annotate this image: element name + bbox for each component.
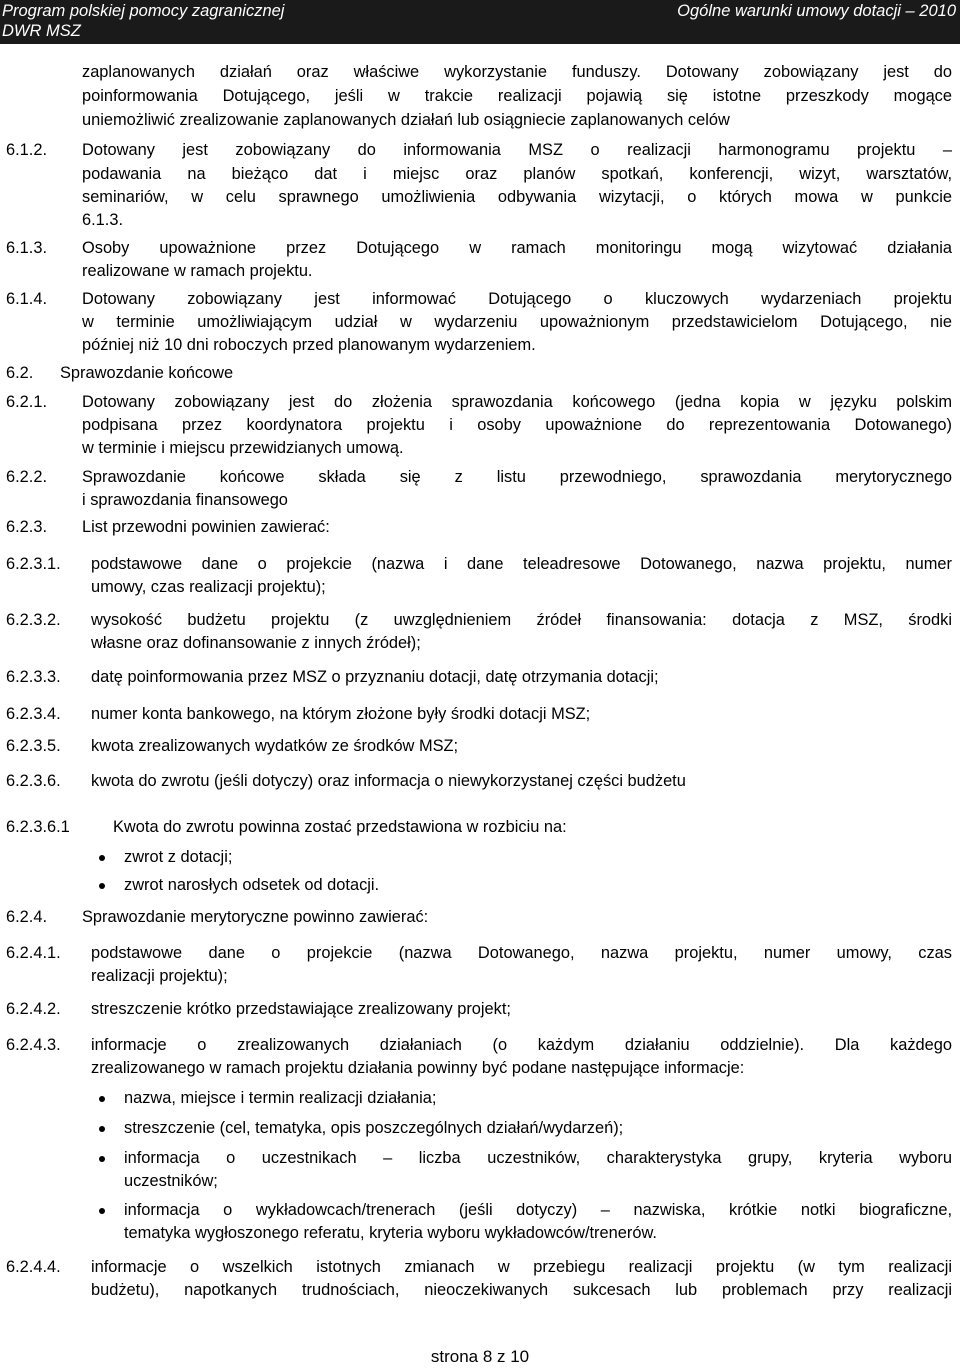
intro-line: zaplanowanych działań oraz właściwe wykorzystanie funduszy. Dotowany zobowiązany jest do <box>82 63 952 81</box>
paragraph-line: zrealizowanego w ramach projektu działania powinny być podane następujące informacje: <box>91 1059 745 1077</box>
paragraph-line: Dotowany zobowiązany jest do złożenia sprawozdania końcowego (jedna kopia w języku polskim <box>82 393 952 411</box>
bullet-marker <box>99 1156 105 1162</box>
paragraph-line: wysokość budżetu projektu (z uwzględnieniem źródeł finansowania: dotacja z MSZ, środki <box>91 611 952 629</box>
section-number: 6.2.4.3. <box>6 1036 61 1054</box>
bullet-item: tematyka wygłoszonego referatu, kryteria wyboru wykładowców/trenerów. <box>124 1224 657 1242</box>
paragraph-line: 6.1.3. <box>82 211 124 229</box>
header-document-title: Ogólne warunki umowy dotacji – 2010 <box>677 2 956 20</box>
section-number: 6.1.2. <box>6 141 48 159</box>
paragraph-line: własne oraz dofinansowanie z innych źródeł); <box>91 634 421 652</box>
bullet-marker <box>99 1126 105 1132</box>
paragraph-line: Sprawozdanie końcowe składa się z listu przewodniego, sprawozdania merytorycznego <box>82 468 952 486</box>
section-number: 6.2. <box>6 364 34 382</box>
section-number: 6.2.3.1. <box>6 555 61 573</box>
section-number: 6.1.4. <box>6 290 48 308</box>
bullet-marker <box>99 855 105 861</box>
bullet-marker <box>99 1096 105 1102</box>
bullet-item: zwrot narosłych odsetek od dotacji. <box>124 876 380 894</box>
paragraph-line: podstawowe dane o projekcie (nazwa Dotowanego, nazwa projektu, numer umowy, czas <box>91 944 952 962</box>
section-number: 6.2.3.6.1 <box>6 818 70 836</box>
section-number: 6.2.3.3. <box>6 668 61 686</box>
section-number: 6.1.3. <box>6 239 48 257</box>
section-number: 6.2.3.5. <box>6 737 61 755</box>
section-number: 6.2.3.2. <box>6 611 61 629</box>
section-number: 6.2.3.4. <box>6 705 61 723</box>
page-header <box>0 0 960 44</box>
section-number: 6.2.3.6. <box>6 772 61 790</box>
paragraph-line: w terminie i miejscu przewidzianych umową. <box>82 439 404 457</box>
paragraph-line: realizowane w ramach projektu. <box>82 262 313 280</box>
paragraph-line: kwota zrealizowanych wydatków ze środków MSZ; <box>91 737 459 755</box>
section-number: 6.2.2. <box>6 468 48 486</box>
paragraph-line: Dotowany zobowiązany jest informować Dotującego o kluczowych wydarzeniach projektu <box>82 290 952 308</box>
paragraph-line: Osoby upoważnione przez Dotującego w ramach monitoringu mogą wizytować działania <box>82 239 952 257</box>
paragraph-line: informacje o wszelkich istotnych zmianach w przebiegu realizacji projektu (w tym realizacji <box>91 1258 952 1276</box>
section-heading: Sprawozdanie merytoryczne powinno zawierać: <box>82 908 429 926</box>
section-number: 6.2.4. <box>6 908 48 926</box>
section-heading: List przewodni powinien zawierać: <box>82 518 330 536</box>
bullet-item: nazwa, miejsce i termin realizacji działania; <box>124 1089 437 1107</box>
paragraph-line: podpisana przez koordynatora projektu i osoby upoważnione do reprezentowania Dotowanego) <box>82 416 952 434</box>
bullet-marker <box>99 883 105 889</box>
paragraph-line: kwota do zwrotu (jeśli dotyczy) oraz informacja o niewykorzystanej części budżetu <box>91 772 686 790</box>
paragraph-line: realizacji projektu); <box>91 967 228 985</box>
section-number: 6.2.4.4. <box>6 1258 61 1276</box>
bullet-marker <box>99 1208 105 1214</box>
paragraph-line: informacje o zrealizowanych działaniach (o każdym działaniu oddzielnie). Dla każdego <box>91 1036 952 1054</box>
section-number: 6.2.4.2. <box>6 1000 61 1018</box>
paragraph-line: datę poinformowania przez MSZ o przyznaniu dotacji, datę otrzymania dotacji; <box>91 668 659 686</box>
section-number: 6.2.4.1. <box>6 944 61 962</box>
paragraph-line: Kwota do zwrotu powinna zostać przedstawiona w rozbiciu na: <box>113 818 567 836</box>
paragraph-line: później niż 10 dni roboczych przed planowanym wydarzeniem. <box>82 336 536 354</box>
page-number: strona 8 z 10 <box>430 1347 530 1366</box>
intro-line: poinformowania Dotującego, jeśli w trakcie realizacji pojawią się istotne przeszkody mogące <box>82 87 952 105</box>
paragraph-line: numer konta bankowego, na którym złożone były środki dotacji MSZ; <box>91 705 591 723</box>
section-number: 6.2.3. <box>6 518 48 536</box>
intro-line: uniemożliwić zrealizowanie zaplanowanych działań lub osiągniecie zaplanowanych celów <box>82 111 730 129</box>
header-department: DWR MSZ <box>2 22 81 40</box>
paragraph-line: Dotowany jest zobowiązany do informowania MSZ o realizacji harmonogramu projektu – <box>82 141 952 159</box>
section-number: 6.2.1. <box>6 393 48 411</box>
paragraph-line: budżetu), napotkanych trudnościach, nieoczekiwanych sukcesach lub problemach przy realizacji <box>91 1281 952 1299</box>
paragraph-line: seminariów, w celu sprawnego umożliwienia odbywania wizytacji, o których mowa w punkcie <box>82 188 952 206</box>
paragraph-line: podawania na bieżąco dat i miejsc oraz planów spotkań, konferencji, wizyt, warsztatów, <box>82 165 952 183</box>
paragraph-line: w terminie umożliwiającym udział w wydarzeniu upoważnionym przedstawicielom Dotującego, nie <box>82 313 952 331</box>
paragraph-line: streszczenie krótko przedstawiające zrealizowany projekt; <box>91 1000 511 1018</box>
bullet-item: informacja o wykładowcach/trenerach (jeśli dotyczy) – nazwiska, krótkie notki biograficzne, <box>124 1201 952 1219</box>
paragraph-line: i sprawozdania finansowego <box>82 491 288 509</box>
bullet-item: uczestników; <box>124 1172 218 1190</box>
paragraph-line: umowy, czas realizacji projektu); <box>91 578 326 596</box>
paragraph-line: podstawowe dane o projekcie (nazwa i dane teleadresowe Dotowanego, nazwa projektu, numer <box>91 555 952 573</box>
bullet-item: informacja o uczestnikach – liczba uczestników, charakterystyka grupy, kryteria wyboru <box>124 1149 952 1167</box>
header-program-title: Program polskiej pomocy zagranicznej <box>2 2 285 20</box>
section-heading: Sprawozdanie końcowe <box>60 364 234 382</box>
bullet-item: zwrot z dotacji; <box>124 848 233 866</box>
bullet-item: streszczenie (cel, tematyka, opis poszczególnych działań/wydarzeń); <box>124 1119 624 1137</box>
